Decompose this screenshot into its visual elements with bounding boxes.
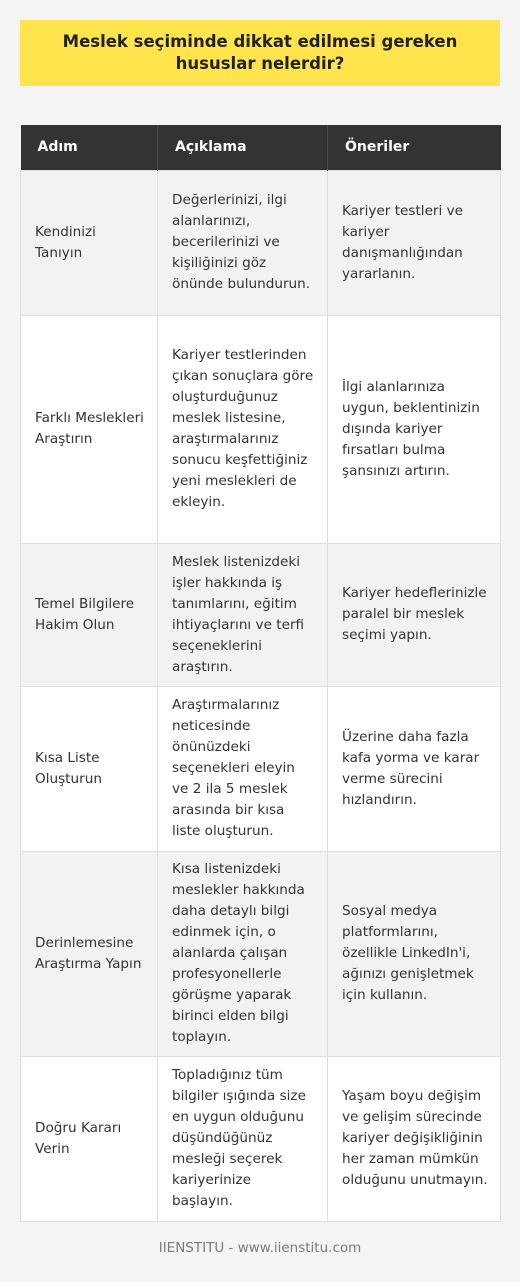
description-cell: Kariyer testlerinden çıkan sonuçlara göre oluşturduğunuz meslek listesine, araştırmalarınız sonucu keşfettiğiniz yeni meslekleri de ekleyin. — [158, 315, 328, 543]
table-row — [21, 543, 501, 686]
step-cell: Farklı Meslekleri Araştırın — [21, 315, 158, 543]
table-row — [21, 315, 501, 543]
description-cell: Meslek listenizdeki işler hakkında iş tanımlarını, eğitim ihtiyaçlarını ve terfi seçeneklerini araştırın. — [158, 543, 328, 686]
table-row — [21, 851, 501, 1056]
page-title: Meslek seçiminde dikkat edilmesi gereken hususlar nelerdir? — [62, 32, 458, 73]
title-banner — [20, 20, 500, 86]
suggestion-cell: Kariyer hedeflerinizle paralel bir meslek seçimi yapın. — [328, 543, 501, 686]
description-cell: Değerlerinizi, ilgi alanlarınızı, becerilerinizi ve kişiliğinizi göz önünde bulundurun. — [158, 170, 328, 315]
suggestion-cell: Sosyal medya platformlarını, özellikle LinkedIn'i, ağınızı genişletmek için kullanın. — [328, 851, 501, 1056]
table-header-row — [21, 125, 501, 170]
suggestion-cell: Yaşam boyu değişim ve gelişim sürecinde kariyer değişikliğinin her zaman mümkün olduğunu unutmayın. — [328, 1056, 501, 1221]
step-cell: Derinlemesine Araştırma Yapın — [21, 851, 158, 1056]
table-row — [21, 686, 501, 851]
step-cell: Kısa Liste Oluşturun — [21, 686, 158, 851]
column-header-description: Açıklama — [158, 125, 328, 170]
suggestion-cell: Kariyer testleri ve kariyer danışmanlığından yararlanın. — [328, 170, 501, 315]
table-row — [21, 1056, 501, 1221]
suggestion-cell: Üzerine daha fazla kafa yorma ve karar verme sürecini hızlandırın. — [328, 686, 501, 851]
step-cell: Temel Bilgilere Hakim Olun — [21, 543, 158, 686]
description-cell: Kısa listenizdeki meslekler hakkında daha detaylı bilgi edinmek için, o alanlarda çalışan profesyonellerle görüşme yaparak birinci elden bilgi toplayın. — [158, 851, 328, 1056]
column-header-step: Adım — [21, 125, 158, 170]
table-row — [21, 170, 501, 315]
description-cell: Topladığınız tüm bilgiler ışığında size en uygun olduğunu düşündüğünüz mesleği seçerek kariyerinize başlayın. — [158, 1056, 328, 1221]
description-cell: Araştırmalarınız neticesinde önünüzdeki seçenekleri eleyin ve 2 ila 5 meslek arasında bir kısa liste oluşturun. — [158, 686, 328, 851]
column-header-suggestions: Öneriler — [328, 125, 501, 170]
footer-credit: IIENSTITU - www.iienstitu.com — [158, 1240, 362, 1256]
suggestion-cell: İlgi alanlarınıza uygun, beklentinizin dışında kariyer fırsatları bulma şansınızı artırın. — [328, 315, 501, 543]
step-cell: Doğru Kararı Verin — [21, 1056, 158, 1221]
steps-table — [20, 125, 501, 1222]
step-cell: Kendinizi Tanıyın — [21, 170, 158, 315]
